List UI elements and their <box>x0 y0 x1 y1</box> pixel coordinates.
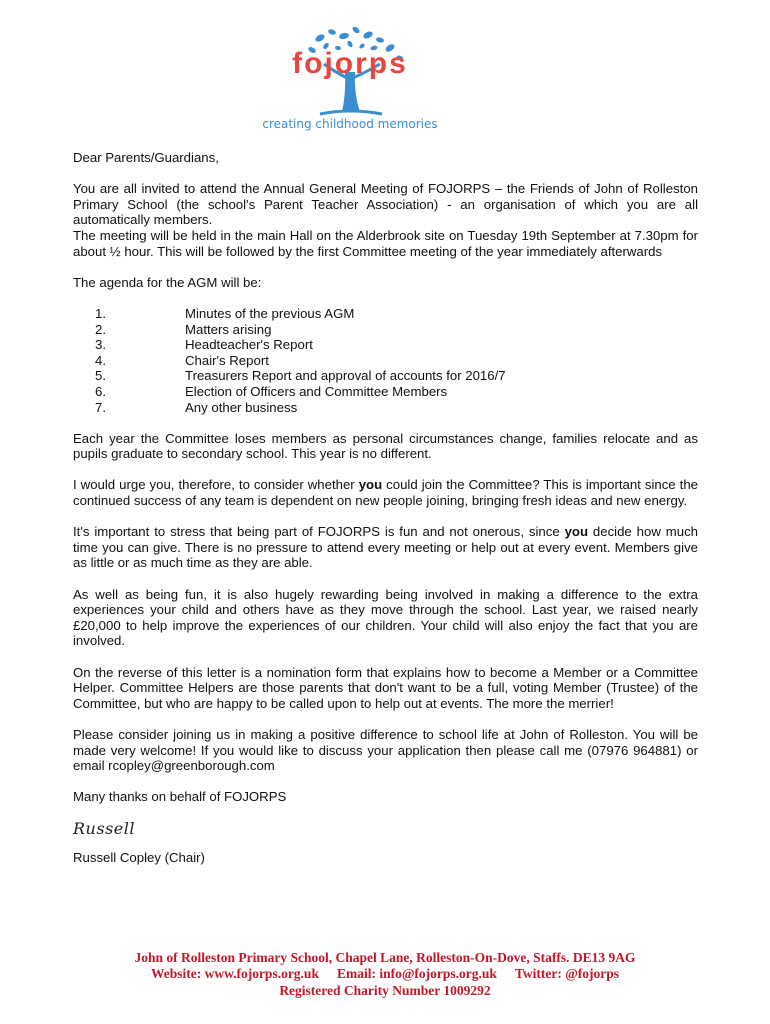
footer-contacts <box>0 966 770 982</box>
footer-website: Website: www.fojorps.org.uk <box>150 966 319 982</box>
paragraph-nomination-form: On the reverse of this letter is a nomination form that explains how to become a Member or a Committee Helper. Committee Helpers are those parents that don't want to be a full, voting Member (Trustee) of the Committee, but who are happy to be called upon to help out at events. The more the merrier! <box>73 664 698 711</box>
paragraph-invitation: You are all invited to attend the Annual General Meeting of FOJORPS – the Friends of John of Rolleston Primary School (the school's Parent Teacher Association) - an organisation of which you are all automatically members. <box>73 181 698 228</box>
letter-body <box>73 150 698 881</box>
agenda-item: 4. Chair's Report <box>95 352 269 368</box>
paragraph-rewarding: As well as being fun, it is also hugely rewarding being involved in making a difference to the extra experiences your child and others have as they move through the school. Last year, we raised nearly £20,000 to help improve the experiences of our children. Your child will also enjoy the fact that you are involved. <box>73 586 698 649</box>
brand-wordmark: fojorps <box>292 47 408 80</box>
agenda-list <box>73 306 698 415</box>
signoff: Russell Copley (Chair) <box>73 850 205 866</box>
thanks-line: Many thanks on behalf of FOJORPS <box>73 789 287 805</box>
paragraph-committee-losses: Each year the Committee loses members as personal circumstances change, families relocate and as pupils graduate to secondary school. This year is no different. <box>73 430 698 462</box>
tree-logo-icon <box>250 24 450 136</box>
footer-charity-number: Registered Charity Number 1009292 <box>279 982 491 998</box>
fojorps-logo <box>250 24 450 136</box>
agenda-item: 2. Matters arising <box>95 321 272 337</box>
paragraph-fun-not-onerous: It's important to stress that being part of FOJORPS is fun and not onerous, since you decide how much time you can give. There is no pressure to attend every meeting or help out at every event. Members give as little or as much time as they are able. <box>73 524 698 571</box>
agenda-item: 7. Any other business <box>95 399 298 415</box>
footer-email: Email: info@fojorps.org.uk <box>336 966 497 982</box>
agenda-item: 1. Minutes of the previous AGM <box>95 305 355 321</box>
greeting: Dear Parents/Guardians, <box>73 150 219 165</box>
footer <box>0 950 770 999</box>
agenda-item: 5. Treasurers Report and approval of accounts for 2016/7 <box>95 368 506 384</box>
agenda-item: 6. Election of Officers and Committee Members <box>95 383 448 399</box>
footer-address: John of Rolleston Primary School, Chapel Lane, Rolleston-On-Dove, Staffs. DE13 9AG <box>134 950 636 965</box>
paragraph-contact: Please consider joining us in making a positive difference to school life at John of Rolleston. You will be made very welcome! If you would like to discuss your application then please call me (07976 964881) or email rcopley@greenborough.com <box>73 726 698 774</box>
handwritten-signature: Russell <box>73 818 135 838</box>
agenda-intro: The agenda for the AGM will be: <box>73 274 262 290</box>
footer-twitter: Twitter: @fojorps <box>514 966 620 982</box>
agenda-item: 3. Headteacher's Report <box>95 337 313 353</box>
paragraph-meeting-details: The meeting will be held in the main Hall on the Alderbrook site on Tuesday 19th September at 7.30pm for about ½ hour. This will be followed by the first Committee meeting of the year immediately afterwards <box>73 227 698 259</box>
paragraph-urge-join: I would urge you, therefore, to consider whether you could join the Committee? This is important since the continued success of any team is dependent on new people joining, bringing fresh ideas and new energy. <box>73 477 698 509</box>
logo-tagline: creating childhood memories <box>262 117 438 131</box>
